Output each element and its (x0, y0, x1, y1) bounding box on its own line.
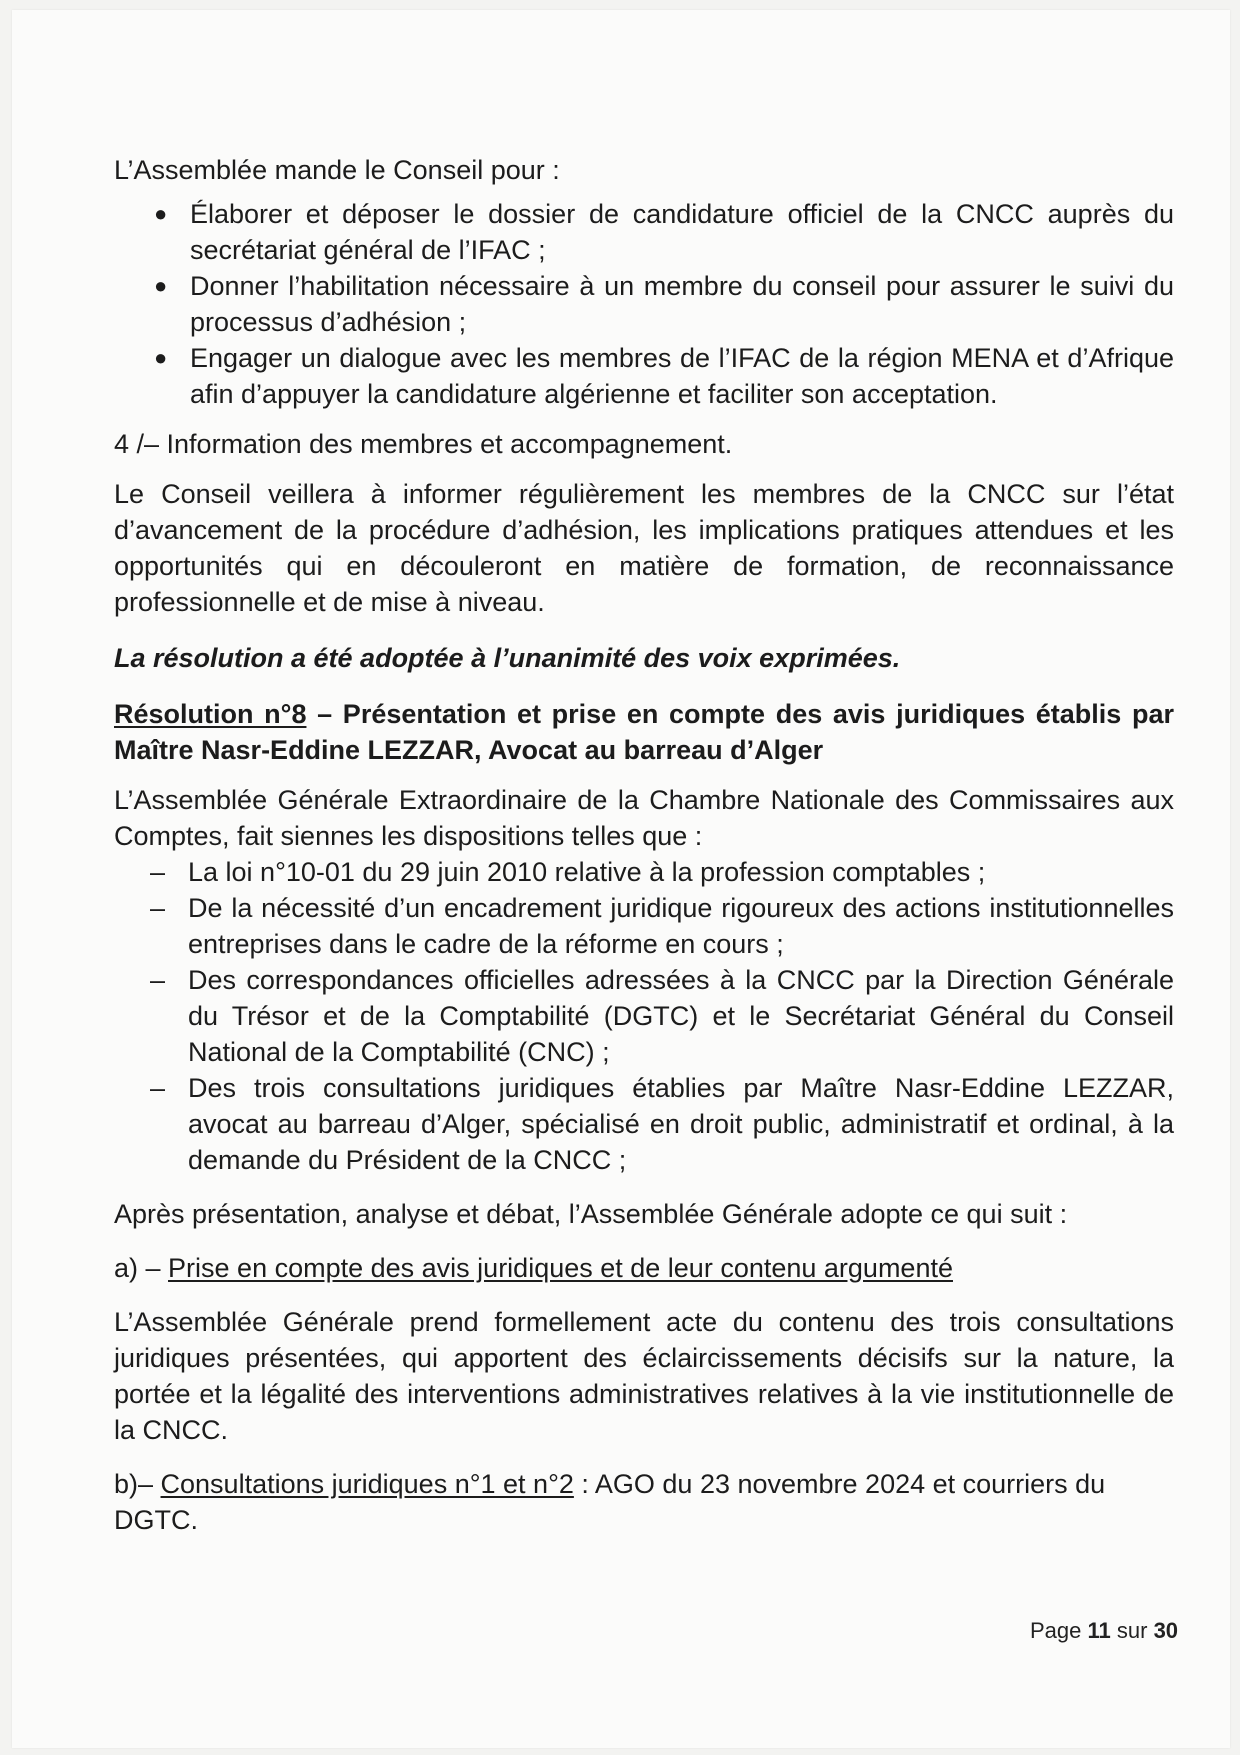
resolution8-heading (114, 696, 1174, 768)
section4-text: Le Conseil veillera à informer régulièrement les membres de la CNCC sur l’état d’avancement de la procédure d’adhésion, les implications pratiques attendues et les opportunités qui en découleront en matière de formation, de reconnaissance professionnelle et de mise à niveau. (114, 479, 1174, 617)
subsection-b: b)– Consultations juridiques n°1 et n°2 : AGO du 23 novembre 2024 et courriers du DGTC. (114, 1469, 1106, 1535)
resolution8-after: Après présentation, analyse et débat, l’Assemblée Générale adopte ce qui suit : (114, 1199, 1068, 1229)
document-page (12, 10, 1230, 1748)
list-item: ● Engager un dialogue avec les membres de l’IFAC de la région MENA et d’Afrique afin d’appuyer la candidature algérienne et faciliter son acceptation. (114, 340, 1174, 412)
list-item: – De la nécessité d’un encadrement juridique rigoureux des actions institutionnelles entreprises dans le cadre de la réforme en cours ; (150, 890, 1174, 962)
subsection-a-title: Prise en compte des avis juridiques et de leur contenu argumenté (168, 1253, 953, 1283)
bullet-icon: ● (154, 345, 168, 370)
mandate-intro: L’Assemblée mande le Conseil pour : (114, 155, 560, 185)
list-item: – La loi n°10-01 du 29 juin 2010 relative à la profession comptables ; (150, 854, 1174, 890)
resolution8-label: Résolution n°8 (114, 699, 307, 729)
dash-icon: – (150, 857, 166, 887)
list-item: – Des trois consultations juridiques établies par Maître Nasr-Eddine LEZZAR, avocat au barreau d’Alger, spécialisé en droit public, administratif et ordinal, à la demande du Président de la CNCC ; (150, 1070, 1174, 1178)
dash-icon: – (150, 1073, 166, 1103)
list-item: – Des correspondances officielles adressées à la CNCC par la Direction Générale du Trésor et de la Comptabilité (DGTC) et le Secrétariat Général du Conseil National de la Comptabilité (CNC) ; (150, 962, 1174, 1070)
dash-icon: – (150, 893, 166, 923)
dash-icon: – (150, 965, 166, 995)
bullet-icon: ● (154, 201, 168, 226)
page-number-footer: Page 11 sur 30 (1030, 1618, 1179, 1643)
dispositions-list (150, 854, 1174, 1178)
subsection-a-text: L’Assemblée Générale prend formellement acte du contenu des trois consultations juridiques présentées, qui apportent des éclaircissements décisifs sur la nature, la portée et la légalité des interventions administratives relatives à la vie institutionnelle de la CNCC. (114, 1307, 1174, 1445)
resolution8-title: – Présentation et prise en compte des avis juridiques établis par Maître Nasr-Eddine LEZZAR, Avocat au barreau d’Alger (114, 699, 1174, 765)
list-item: ● Donner l’habilitation nécessaire à un membre du conseil pour assurer le suivi du processus d’adhésion ; (114, 268, 1174, 340)
resolution-adopted-statement: La résolution a été adoptée à l’unanimité des voix exprimées. (114, 643, 901, 673)
total-pages-number: 30 (1153, 1618, 1179, 1643)
page-content (114, 152, 1174, 1538)
current-page-number: 11 (1087, 1618, 1111, 1643)
subsection-a-heading: a) – Prise en compte des avis juridiques et de leur contenu argumenté (114, 1253, 953, 1283)
bullet-icon: ● (154, 273, 168, 298)
resolution8-intro: L’Assemblée Générale Extraordinaire de la Chambre Nationale des Commissaires aux Comptes, fait siennes les dispositions telles que : (114, 785, 1174, 851)
mandate-list (114, 196, 1174, 412)
list-item: ● Élaborer et déposer le dossier de candidature officiel de la CNCC auprès du secrétariat général de l’IFAC ; (114, 196, 1174, 268)
subsection-b-title: Consultations juridiques n°1 et n°2 (160, 1469, 574, 1499)
section4-heading: 4 /– Information des membres et accompagnement. (114, 429, 733, 459)
